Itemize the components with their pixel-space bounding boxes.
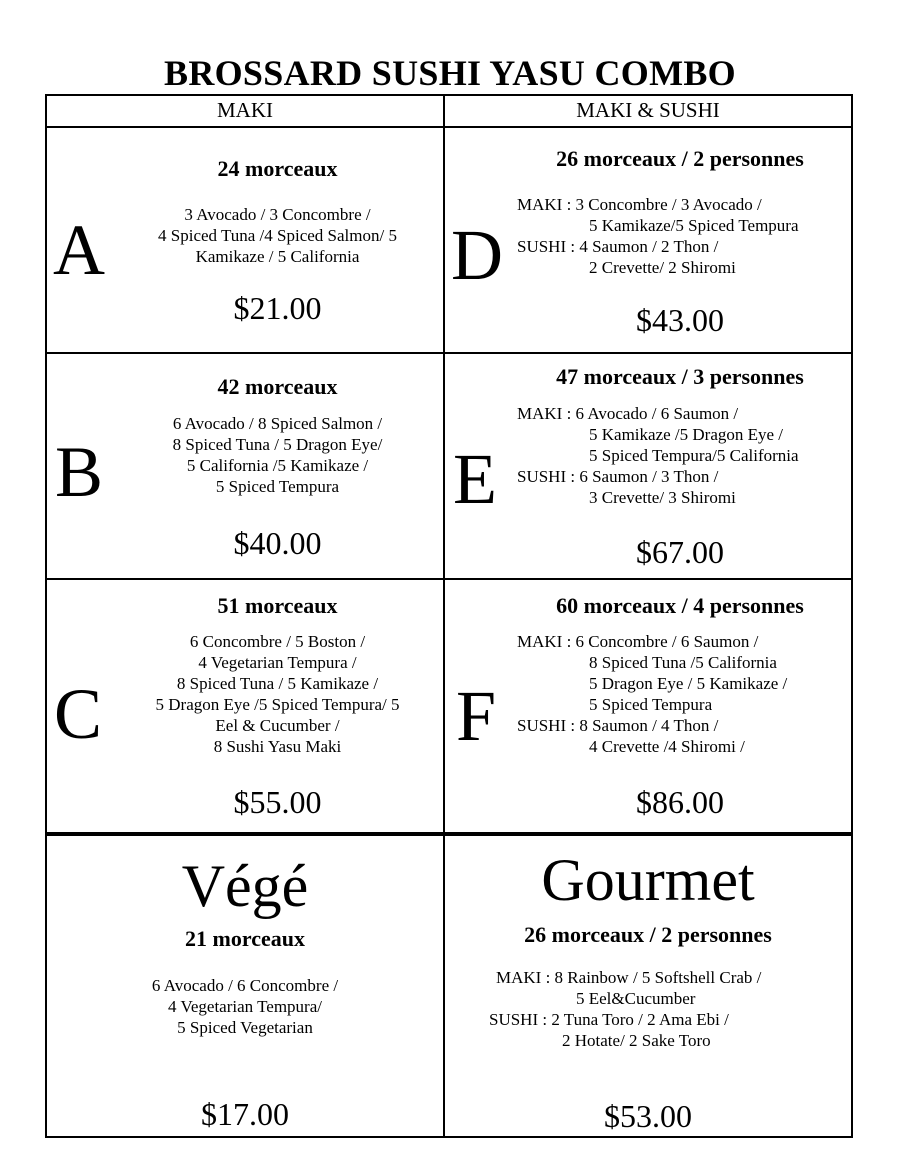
item-line: 5 Spiced Tempura <box>589 695 713 714</box>
combo-letter: E <box>453 439 497 519</box>
bottom-row-box <box>45 832 853 1138</box>
combo-price: $86.00 <box>636 784 724 820</box>
combo-count: 24 morceaux <box>217 156 338 181</box>
item-line: 6 Concombre / 5 Boston / <box>189 632 366 651</box>
combo-price: $40.00 <box>233 525 322 561</box>
item-line: MAKI : 6 Avocado / 6 Saumon / <box>517 404 739 423</box>
item-line: SUSHI : 6 Saumon / 3 Thon / <box>517 467 719 486</box>
item-line: SUSHI : 4 Saumon / 2 Thon / <box>517 237 719 256</box>
combo-count: 21 morceaux <box>185 926 305 951</box>
item-line: 3 Avocado / 3 Concombre / <box>184 205 371 224</box>
combo-letter: A <box>53 210 105 290</box>
combo-items <box>125 631 430 757</box>
item-line: 5 Dragon Eye / 5 Kamikaze / <box>589 674 788 693</box>
item-line: 5 Spiced Tempura <box>215 477 340 496</box>
item-line: 2 Hotate/ 2 Sake Toro <box>562 1031 711 1050</box>
combo-items <box>517 194 799 278</box>
combo-letter: F <box>456 676 497 756</box>
combo-count: 26 morceaux / 2 personnes <box>524 922 772 947</box>
combo-price: $55.00 <box>233 784 322 820</box>
item-line: 6 Avocado / 8 Spiced Salmon / <box>172 414 383 433</box>
combo-count: 42 morceaux <box>217 374 338 399</box>
item-line: 4 Spiced Tuna /4 Spiced Salmon/ 5 <box>158 226 397 245</box>
item-line: 5 California /5 Kamikaze / <box>186 456 369 475</box>
item-line: 4 Vegetarian Tempura / <box>198 653 357 672</box>
item-line: 5 Kamikaze/5 Spiced Tempura <box>589 216 799 235</box>
item-line: MAKI : 3 Concombre / 3 Avocado / <box>517 195 762 214</box>
column-header-maki-sushi: MAKI & SUSHI <box>576 98 720 122</box>
item-line: MAKI : 8 Rainbow / 5 Softshell Crab / <box>496 968 762 987</box>
item-line: 3 Crevette/ 3 Shiromi <box>589 488 736 507</box>
item-line: 2 Crevette/ 2 Shiromi <box>589 258 736 277</box>
combo-count: 26 morceaux / 2 personnes <box>556 146 804 171</box>
column-divider <box>443 94 445 836</box>
combo-letter: C <box>54 674 103 754</box>
header-divider <box>45 126 853 128</box>
item-line: 6 Avocado / 6 Concombre / <box>151 976 339 995</box>
combo-items <box>125 413 430 497</box>
bottom-column-divider <box>443 832 445 1138</box>
item-line: 4 Vegetarian Tempura/ <box>168 997 322 1016</box>
item-line: MAKI : 6 Concombre / 6 Saumon / <box>517 632 759 651</box>
item-line: 5 Eel&Cucumber <box>576 989 696 1008</box>
combo-price: $17.00 <box>201 1096 289 1132</box>
combo-name: Végé <box>181 853 309 919</box>
item-line: Eel & Cucumber / <box>215 716 340 735</box>
item-line: 5 Kamikaze /5 Dragon Eye / <box>589 425 784 444</box>
combo-items <box>517 631 787 757</box>
item-line: 8 Spiced Tuna / 5 Kamikaze / <box>176 674 379 693</box>
item-line: 5 Spiced Tempura/5 California <box>589 446 799 465</box>
item-line: 8 Sushi Yasu Maki <box>213 737 342 756</box>
column-header-maki: MAKI <box>217 98 273 122</box>
combo-items <box>125 204 430 267</box>
combo-price: $43.00 <box>636 302 724 338</box>
item-line: 4 Crevette /4 Shiromi / <box>589 737 745 756</box>
item-line: Kamikaze / 5 California <box>195 247 360 266</box>
combo-items <box>517 403 799 508</box>
combo-count: 51 morceaux <box>217 593 338 618</box>
item-line: SUSHI : 8 Saumon / 4 Thon / <box>517 716 719 735</box>
combo-letter: B <box>55 432 104 512</box>
item-line: 5 Spiced Vegetarian <box>177 1018 313 1037</box>
combo-letter: D <box>451 215 503 295</box>
combo-count: 47 morceaux / 3 personnes <box>556 364 804 389</box>
row-divider <box>45 352 853 354</box>
item-line: 5 Dragon Eye /5 Spiced Tempura/ 5 <box>155 695 400 714</box>
combo-name: Gourmet <box>541 847 755 913</box>
combo-price: $53.00 <box>604 1098 692 1134</box>
item-line: SUSHI : 2 Tuna Toro / 2 Ama Ebi / <box>489 1010 729 1029</box>
page-title: BROSSARD SUSHI YASU COMBO <box>164 53 736 93</box>
combo-price: $67.00 <box>636 534 724 570</box>
row-divider <box>45 578 853 580</box>
combo-count: 60 morceaux / 4 personnes <box>556 593 804 618</box>
combo-price: $21.00 <box>233 290 322 326</box>
item-line: 8 Spiced Tuna / 5 Dragon Eye/ <box>172 435 383 454</box>
item-line: 8 Spiced Tuna /5 California <box>589 653 777 672</box>
